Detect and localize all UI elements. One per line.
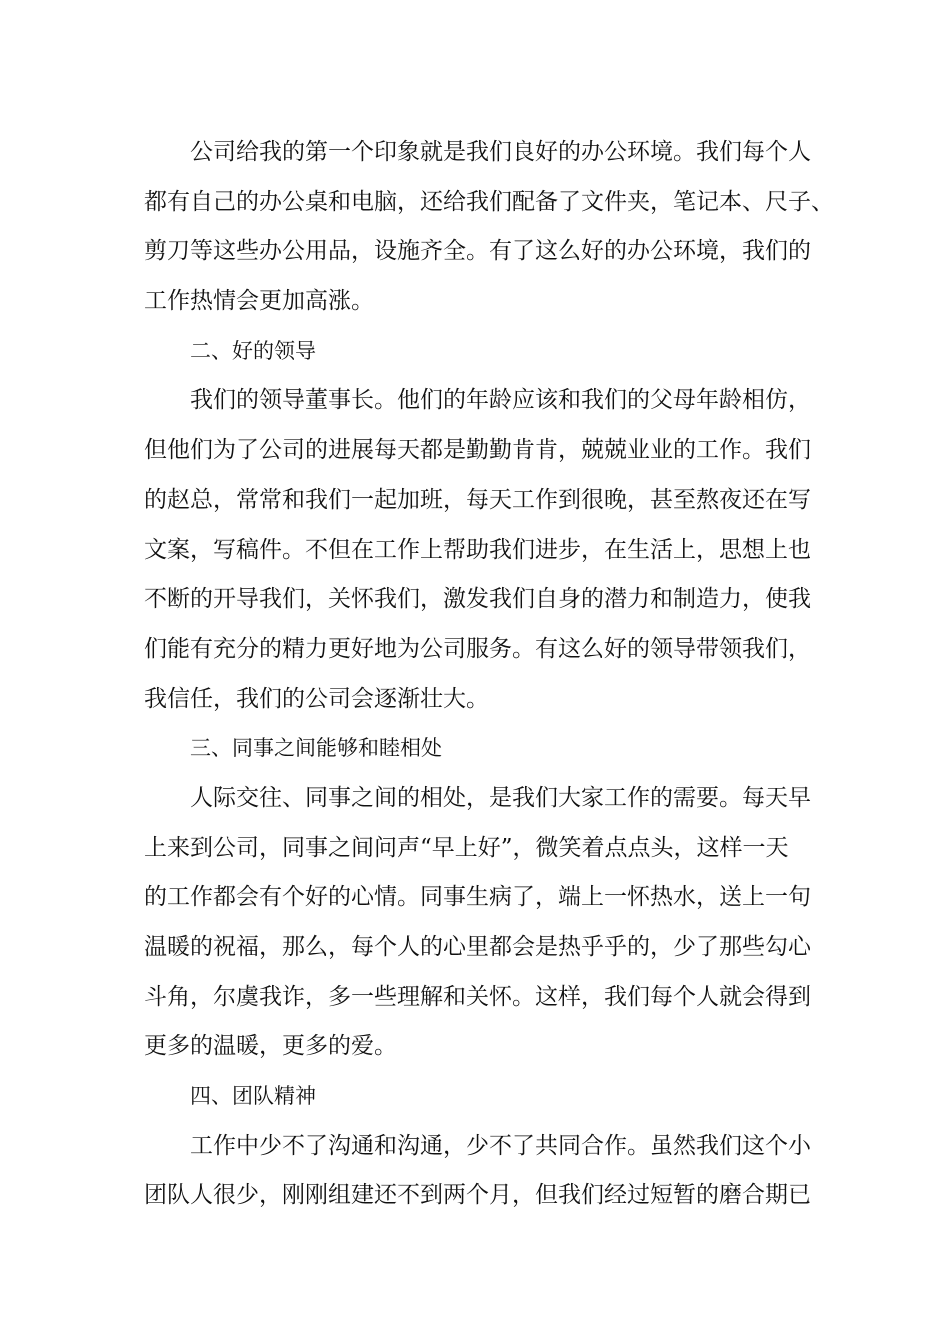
paragraph-line: 们能有充分的精力更好地为公司服务。有这么好的领导带领我们，	[144, 635, 811, 662]
document-body	[144, 128, 834, 1221]
paragraph-line: 温暖的祝福，那么，每个人的心里都会是热乎乎的，少了那些勾心	[144, 934, 811, 960]
paragraph-line: 都有自己的办公桌和电脑，还给我们配备了文件夹，笔记本、尺子、	[144, 188, 834, 215]
paragraph-line: 公司给我的第一个印象就是我们良好的办公环境。我们每个人	[190, 139, 811, 165]
paragraph-line: 团队人很少，刚刚组建还不到两个月，但我们经过短暂的磨合期已	[144, 1182, 811, 1209]
paragraph-line: 工作热情会更加高涨。	[144, 288, 374, 315]
paragraph-line: 我们的领导董事长。他们的年龄应该和我们的父母年龄相仿，	[190, 387, 811, 414]
paragraph-line: 不断的开导我们，关怀我们，激发我们自身的潜力和制造力，使我	[144, 586, 811, 613]
paragraph-line: 上来到公司，同事之间问声“早上好”，微笑着点点头，这样一天	[144, 834, 789, 861]
paragraph-line: 但他们为了公司的进展每天都是勤勤肯肯，兢兢业业的工作。我们	[144, 437, 811, 464]
paragraph-line: 文案，写稿件。不但在工作上帮助我们进步，在生活上，思想上也	[144, 536, 811, 563]
paragraph-line: 我信任，我们的公司会逐渐壮大。	[144, 685, 489, 712]
paragraph-line: 更多的温暖，更多的爱。	[144, 1033, 397, 1060]
paragraph-line: 的赵总，常常和我们一起加班，每天工作到很晚，甚至熬夜还在写	[144, 486, 811, 513]
paragraph-line: 剪刀等这些办公用品，设施齐全。有了这么好的办公环境，我们的	[144, 238, 811, 265]
section-heading: 三、同事之间能够和睦相处	[190, 736, 442, 761]
paragraph-line: 斗角，尔虞我诈，多一些理解和关怀。这样，我们每个人就会得到	[144, 983, 811, 1010]
section-heading: 二、好的领导	[190, 338, 316, 363]
paragraph-line: 人际交往、同事之间的相处，是我们大家工作的需要。每天早	[190, 784, 811, 811]
paragraph-line: 工作中少不了沟通和沟通，少不了共同合作。虽然我们这个小	[190, 1132, 811, 1159]
paragraph-line: 的工作都会有个好的心情。同事生病了，端上一怀热水，送上一句	[144, 884, 811, 911]
section-heading: 四、团队精神	[190, 1084, 316, 1109]
